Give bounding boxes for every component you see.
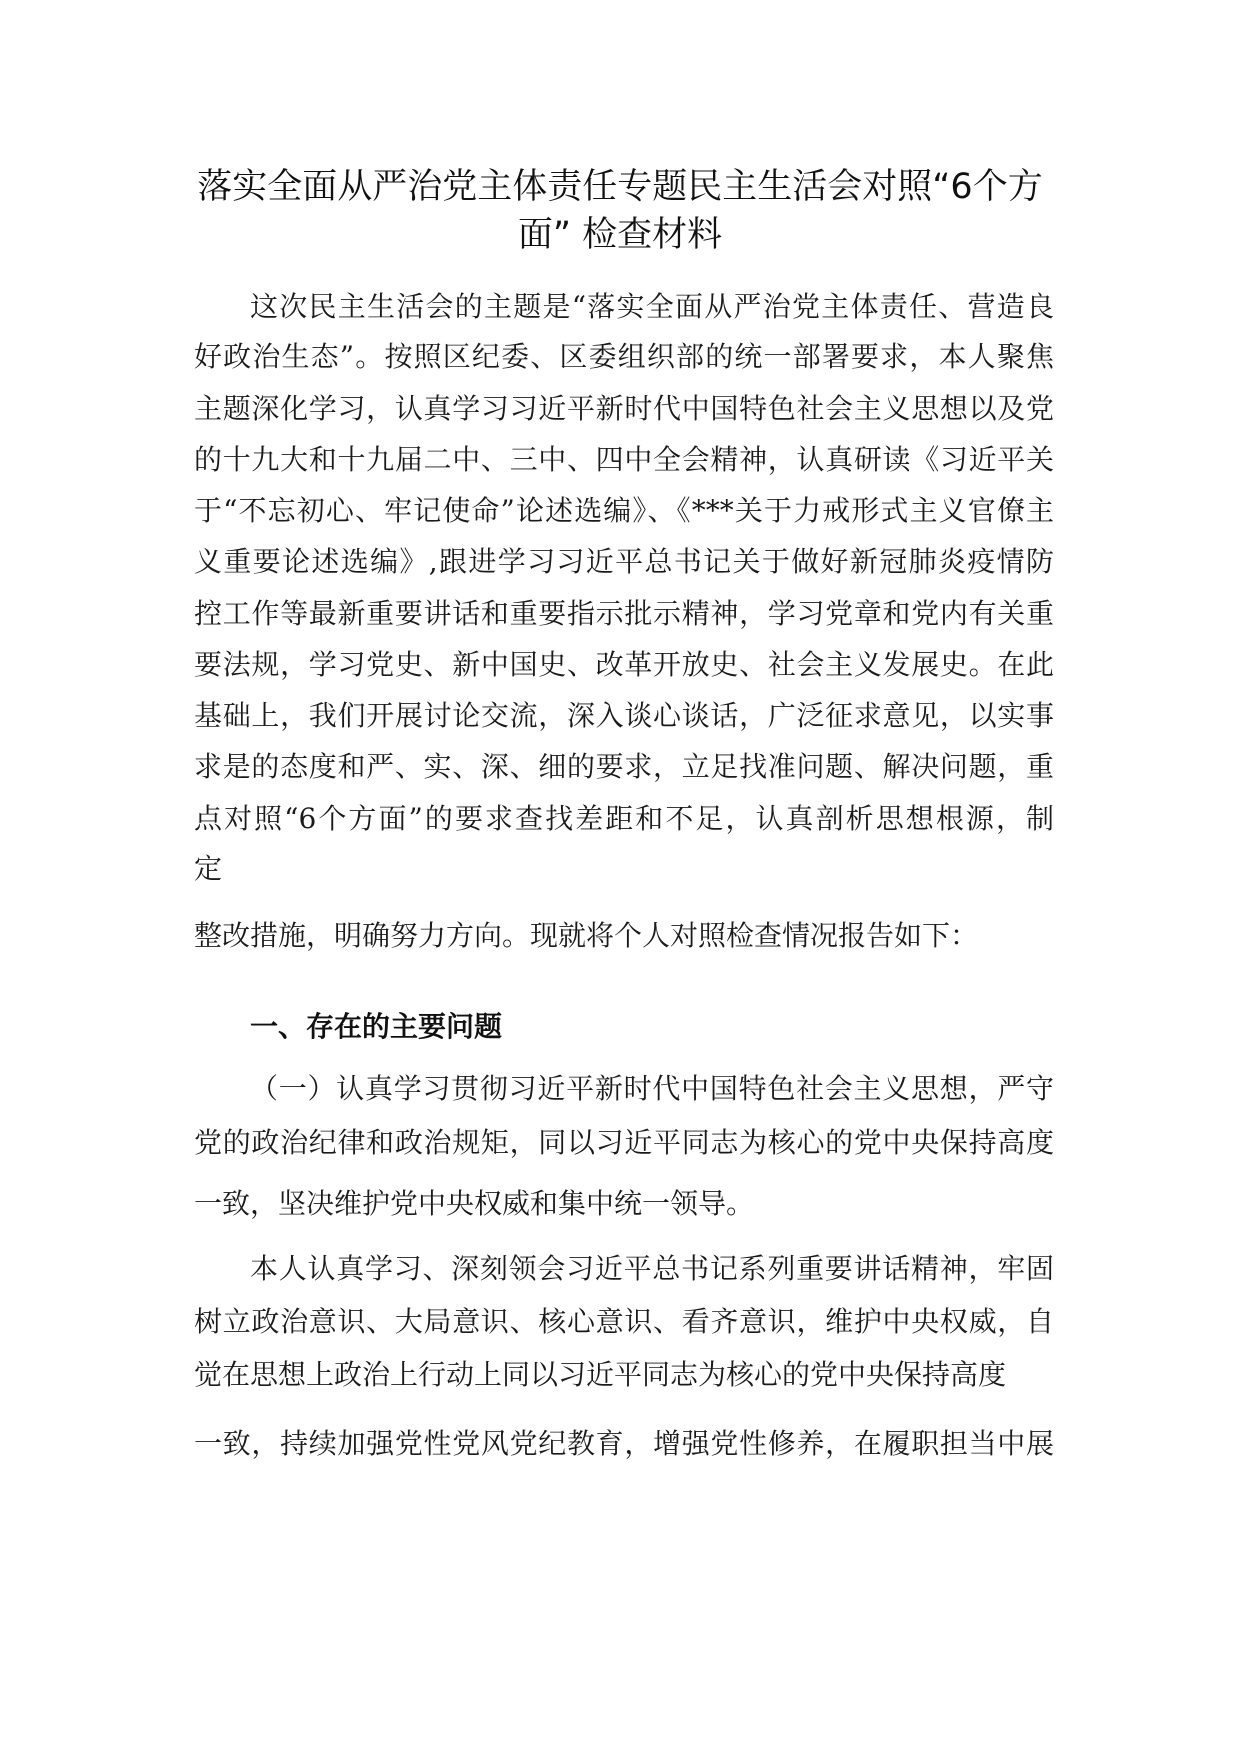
intro-line: 控工作等最新重要讲话和重要指示批示精神，学习党章和党内有关重 — [194, 597, 1054, 630]
intro-line: 好政治生态”。按照区纪委、区委组织部的统一部署要求，本人聚焦 — [194, 340, 1054, 373]
subsection-line: 党的政治纪律和政治规矩，同以习近平同志为核心的党中央保持高度 — [194, 1126, 1054, 1159]
document-title-line-2: 面” 检查材料 — [517, 215, 723, 255]
intro-line: 要法规，学习党史、新中国史、改革开放史、社会主义发展史。在此 — [194, 648, 1054, 681]
subsection-line: 一致，坚决维护党中央权威和集中统一领导。 — [194, 1187, 755, 1220]
document-title-line-1: 落实全面从严治党主体责任专题民主生活会对照“6个方 — [197, 167, 1043, 207]
body-line: 觉在思想上政治上行动上同以习近平同志为核心的党中央保持高度 — [194, 1358, 1007, 1391]
intro-line: 基础上，我们开展讨论交流，深入谈心谈话，广泛征求意见，以实事 — [194, 699, 1054, 732]
body-line: 一致，持续加强党性党风党纪教育，增强党性修养，在履职担当中展 — [194, 1427, 1054, 1460]
intro-line: 于“不忘初心、牢记使命”论述选编》、《***关于力戒形式主义官僚主 — [194, 494, 1054, 527]
subsection-line: （一）认真学习贯彻习近平新时代中国特色社会主义思想，严守 — [250, 1072, 1054, 1105]
intro-line: 求是的态度和严、实、深、细的要求，立足找准问题、解决问题，重 — [194, 750, 1054, 783]
body-line: 树立政治意识、大局意识、核心意识、看齐意识，维护中央权威，自 — [194, 1305, 1054, 1338]
section-heading: 一、存在的主要问题 — [250, 1010, 503, 1043]
intro-line: 义重要论述选编》,跟进学习习近平总书记关于做好新冠肺炎疫情防 — [194, 545, 1054, 578]
intro-line: 主题深化学习，认真学习习近平新时代中国特色社会主义思想以及党 — [194, 392, 1054, 425]
intro-continued-line: 整改措施，明确努力方向。现就将个人对照检查情况报告如下： — [194, 919, 979, 952]
intro-line: 点对照“6个方面”的要求查找差距和不足，认真剖析思想根源，制 — [194, 802, 1054, 835]
intro-line: 这次民主生活会的主题是“落实全面从严治党主体责任、营造良 — [250, 290, 1054, 323]
body-line: 本人认真学习、深刻领会习近平总书记系列重要讲话精神，牢固 — [250, 1252, 1054, 1285]
intro-line: 定 — [194, 852, 223, 885]
intro-line: 的十九大和十九届二中、三中、四中全会精神，认真研读《习近平关 — [194, 443, 1054, 476]
